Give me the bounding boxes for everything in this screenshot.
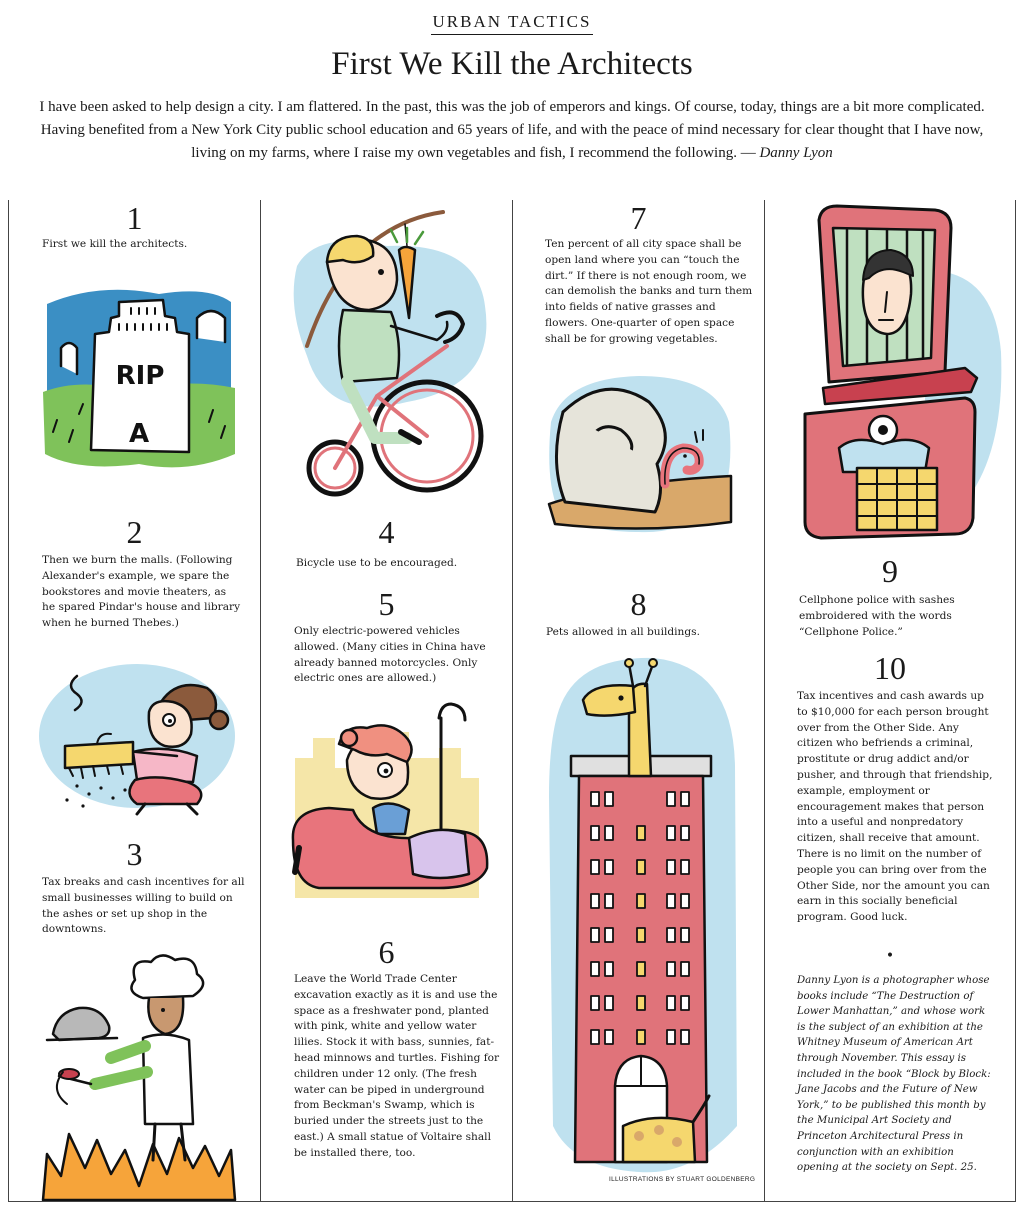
item-10-number: 10 (874, 650, 906, 686)
intro-paragraph (22, 96, 1002, 165)
item-1-number: 1 (126, 200, 143, 236)
sod-roll-illustration (545, 372, 733, 532)
cellphone-police-illustration (795, 202, 1005, 542)
author-name: Danny Lyon (759, 145, 833, 161)
item-3-number: 3 (126, 836, 143, 872)
item-4-text: Bicycle use to be encouraged. (296, 557, 458, 569)
item-10-text: Tax incentives and cash awards up to $10,000 for each person brought over from the Other Side. Any citizen who befriends a criminal, prostitute or drug addict and/or pusher, and through that friendship, example, employment or encouragement makes that person into a useful and nonpredatory citizen, shall receive that amount. There is no limit on the number of people you can bring over from the Other Side, nor the amount you can earn in this socially beneficial program. Good luck. (797, 690, 993, 924)
item-2-number: 2 (126, 514, 143, 550)
tombstone-letter: A (128, 419, 150, 449)
page-title: First We Kill the Architects (331, 46, 693, 82)
item-1-text: First we kill the architects. (42, 238, 188, 250)
electric-car-illustration (289, 698, 489, 918)
chef-flames-illustration (39, 954, 239, 1200)
item-5-number: 5 (378, 586, 395, 622)
column-2 (260, 200, 512, 1202)
author-bio: Danny Lyon is a photographer whose books include “The Destruction of Lower Manhattan,” and whose work is the subject of an exhibition at the Whitney Museum of American Art through November. This essay is included in the book “Block by Block: Jane Jacobs and the Future of New York,” to be published this month by the Municipal Art Society and Princeton Architectural Press in conjunction with an exhibition opening at the society on Sept. 25. (797, 975, 991, 1174)
item-9-number: 9 (882, 553, 898, 589)
section-bullet: • (885, 948, 895, 964)
tombstone-illustration (39, 282, 239, 472)
item-7-number: 7 (630, 200, 647, 236)
intro-text: I have been asked to help design a city. I am flattered. In the past, this was the job of emperors and kings. Of course, today, things are a bit more complicated. Having benefited from a New York City public school education and 65 years of life, and with the peace of mind necessary for clear thought that I have now, living on my farms, where I raise my own vegetables and fish, I recommend the following. — (39, 99, 985, 161)
mall-burning-illustration (37, 664, 237, 814)
illustration-credit: ILLUSTRATIONS BY STUART GOLDENBERG (609, 1176, 756, 1183)
column-3 (512, 200, 764, 1202)
item-8-text: Pets allowed in all buildings. (546, 626, 700, 638)
item-6-number: 6 (378, 934, 395, 970)
bicycle-illustration (287, 206, 497, 506)
item-2-text: Then we burn the malls. (Following Alexander's example, we spare the bookstores and movie theaters, as he spared Pindar's house and library when he burned Thebes.) (42, 554, 241, 630)
item-6-text: Leave the World Trade Center excavation exactly as it is and use the space as a freshwater pond, planted with pink, white and yellow water lilies. Stock it with bass, sunnies, fat-head minnows and turtles. Fishing for children under 12 only. (The fresh water can be piped in underground from Beckman's Swamp, which is buried under the streets just to the east.) A small statue of Voltaire shall be installed there, too. (294, 973, 500, 1159)
giraffe-building-illustration (543, 656, 739, 1176)
item-7-text: Ten percent of all city space shall be open land where you can “touch the dirt.” If there is not enough room, we can demolish the banks and turn them into fields of native grasses and flowers. One-quarter of open space shall be for growing vegetables. (545, 238, 753, 345)
item-8-number: 8 (630, 586, 647, 622)
column-4 (764, 200, 1016, 1202)
tombstone-rip-label: RIP (115, 361, 165, 391)
section-kicker: URBAN TACTICS (0, 12, 1024, 32)
bottom-rule (8, 1201, 1016, 1202)
item-4-number: 4 (378, 514, 395, 550)
item-3-text: Tax breaks and cash incentives for all small businesses willing to build on the ashes or set up shop in the downtowns. (42, 876, 245, 936)
item-9-text: Cellphone police with sashes embroidered with the words “Cellphone Police.” (799, 594, 955, 638)
column-1 (8, 200, 260, 1202)
item-5-text: Only electric-powered vehicles allowed. (Many cities in China have already banned motorcycles. Only electric ones are allowed.) (294, 625, 486, 685)
